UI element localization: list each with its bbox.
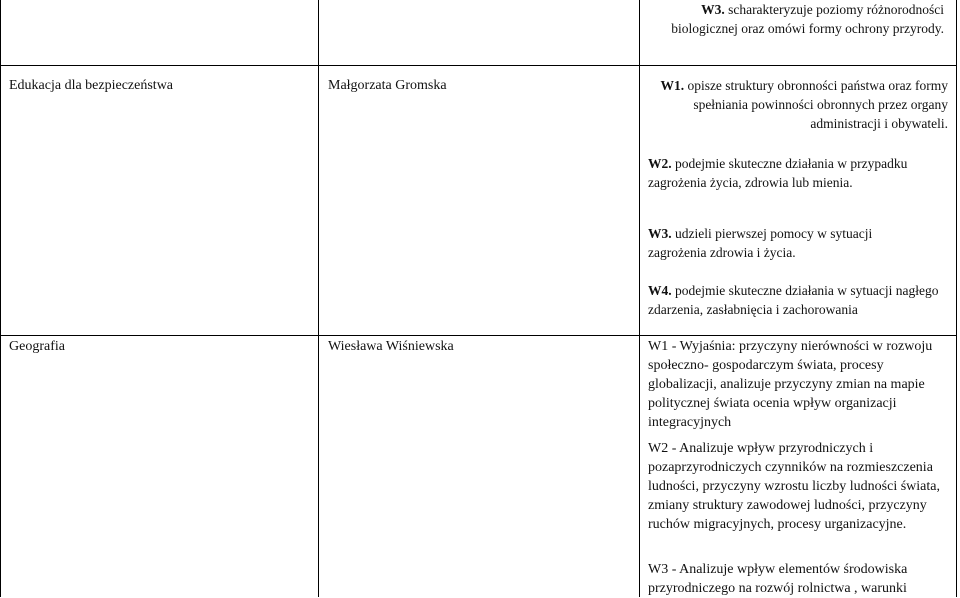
column-divider	[318, 0, 319, 597]
row-divider	[0, 335, 957, 336]
effect-text: podejmie skuteczne działania w przypadku zagrożenia życia, zdrowia lub mienia.	[648, 156, 908, 190]
row-divider	[0, 65, 957, 66]
list-item: W1 - Wyjaśnia: przyczyny nierówności w rozwoju społeczno- gospodarczym świata, procesy globalizacji, analizuje przyczyny zmian na mapie politycznej świata ocenia wpływ organizacji integracyjnych	[648, 339, 933, 430]
effect-code: W1.	[660, 78, 685, 93]
column-divider	[639, 0, 640, 597]
list-item	[648, 154, 933, 192]
list-item	[648, 224, 933, 262]
table-border-left	[0, 0, 1, 597]
teacher-name: Małgorzata Gromska	[328, 78, 447, 93]
table-row	[648, 0, 944, 38]
list-item	[648, 281, 948, 319]
table-border-right	[956, 0, 957, 597]
teacher-name: Wiesława Wiśniewska	[328, 339, 454, 354]
effect-text: scharakteryzuje poziomy różnorodności biologicznej oraz omówi formy ochrony przyrody.	[671, 2, 944, 36]
effect-text: podejmie skuteczne działania w sytuacji nagłego zdarzenia, zasłabnięcia i zachorowania	[648, 283, 939, 317]
effect-code: W3.	[701, 2, 725, 17]
subject-name: Edukacja dla bezpieczeństwa	[9, 78, 174, 93]
effect-code: W4.	[648, 283, 672, 298]
list-item: W2 - Analizuje wpływ przyrodniczych i pozaprzyrodniczych czynników na rozmieszczenia ludności, przyczyny wzrostu liczby ludności świata, zmiany struktury zawodowej ludności, przyczyny ruchów migracyjnych, procesy urganizacyjne.	[648, 441, 940, 532]
list-item	[648, 76, 948, 133]
effect-code: W2.	[648, 156, 672, 171]
list-item: W3 - Analizuje wpływ elementów środowiska przyrodniczego na rozwój rolnictwa , warunki	[648, 562, 908, 596]
effect-text: opisze struktury obronności państwa oraz formy spełniania powinności obronnych przez organy administracji i obywateli.	[687, 78, 948, 131]
effect-text: udzieli pierwszej pomocy w sytuacji zagrożenia zdrowia i życia.	[648, 226, 873, 260]
effect-code: W3.	[648, 226, 672, 241]
subject-name: Geografia	[9, 339, 65, 354]
